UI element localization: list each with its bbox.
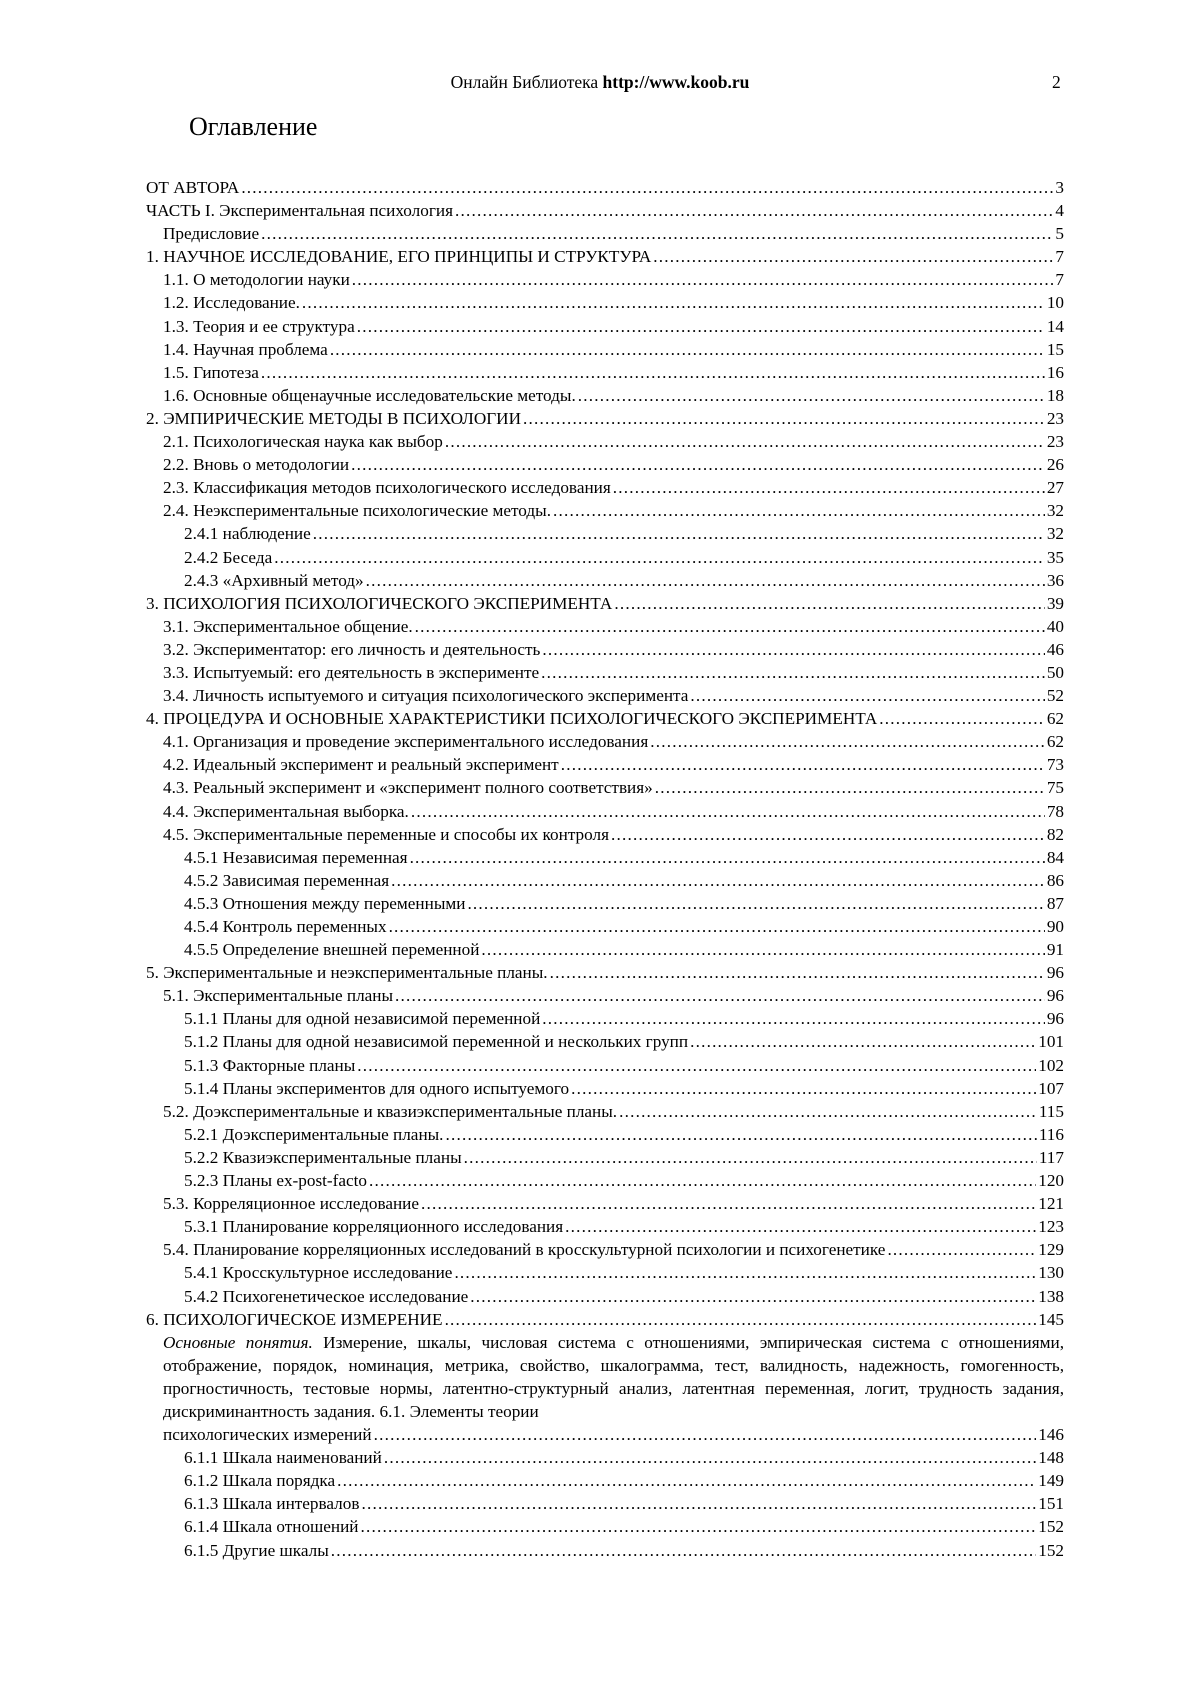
toc-entry-page: 75 xyxy=(1046,778,1064,798)
toc-entry-title: 4.4. Экспериментальная выборка. xyxy=(163,801,409,821)
toc-entry-page: 146 xyxy=(1038,1425,1064,1445)
toc-entry[interactable] xyxy=(146,1192,1064,1215)
toc-entry[interactable] xyxy=(146,684,1064,707)
toc-entry-page: 96 xyxy=(1046,986,1064,1006)
toc-leader-dots xyxy=(445,1123,1036,1146)
toc-entry-page: 117 xyxy=(1038,1147,1064,1167)
toc-entry[interactable] xyxy=(146,407,1064,430)
toc-entry[interactable] xyxy=(146,938,1064,961)
toc-entry[interactable] xyxy=(146,453,1064,476)
toc-leader-dots xyxy=(542,638,1044,661)
toc-leader-dots xyxy=(352,268,1054,291)
toc-leader-dots xyxy=(331,1539,1036,1562)
toc-entry-title: 2. ЭМПИРИЧЕСКИЕ МЕТОДЫ В ПСИХОЛОГИИ xyxy=(146,408,522,428)
toc-entry-title: 4.5.2 Зависимая переменная xyxy=(184,870,390,890)
toc-entry-page: 82 xyxy=(1046,824,1064,844)
toc-entry-title: 4.5.3 Отношения между переменными xyxy=(184,893,466,913)
toc-entry-title: 1.2. Исследование. xyxy=(163,293,300,313)
toc-leader-dots xyxy=(366,569,1045,592)
toc-entry-title: 5.4.1 Кросскультурное исследование xyxy=(184,1263,453,1283)
toc-entry-page: 7 xyxy=(1055,270,1064,290)
toc-entry-title: 1. НАУЧНОЕ ИССЛЕДОВАНИЕ, ЕГО ПРИНЦИПЫ И СТРУКТУРА xyxy=(146,247,652,267)
toc-leader-dots xyxy=(302,291,1045,314)
toc-entry-page: 7 xyxy=(1055,247,1064,267)
toc-entry-page: 46 xyxy=(1046,639,1064,659)
toc-entry-page: 148 xyxy=(1038,1448,1064,1468)
toc-entry-page: 149 xyxy=(1038,1471,1064,1491)
toc-entry[interactable] xyxy=(146,176,1064,199)
toc-entry[interactable] xyxy=(146,1169,1064,1192)
toc-entry[interactable] xyxy=(146,984,1064,1007)
toc-entry-page: 23 xyxy=(1046,408,1064,428)
toc-entry-title: 6.1.2 Шкала порядка xyxy=(184,1471,336,1491)
toc-entry[interactable] xyxy=(146,499,1064,522)
toc-entry-page: 91 xyxy=(1046,940,1064,960)
toc-entry[interactable] xyxy=(146,1492,1064,1515)
toc-leader-dots xyxy=(357,315,1045,338)
page-header xyxy=(0,72,1200,96)
toc-entry[interactable] xyxy=(146,245,1064,268)
toc-leader-dots xyxy=(690,684,1044,707)
toc-entry-title: 5.2.1 Доэкспериментальные планы. xyxy=(184,1124,444,1144)
toc-entry-page: 27 xyxy=(1046,478,1064,498)
toc-leader-dots xyxy=(357,1054,1036,1077)
toc-leader-dots xyxy=(410,846,1045,869)
toc-leader-dots xyxy=(389,915,1045,938)
toc-leader-dots xyxy=(361,1492,1036,1515)
toc-entry[interactable] xyxy=(146,823,1064,846)
toc-leader-dots xyxy=(481,938,1044,961)
toc-entry-page: 138 xyxy=(1038,1286,1064,1306)
toc-leader-dots xyxy=(445,430,1045,453)
toc-entry[interactable] xyxy=(146,1007,1064,1030)
toc-tail-entries xyxy=(146,1446,1064,1561)
toc-entry-title: 6.1.1 Шкала наименований xyxy=(184,1448,382,1468)
toc-leader-dots xyxy=(550,961,1045,984)
toc-entry[interactable] xyxy=(146,869,1064,892)
toc-entry-page: 36 xyxy=(1046,570,1064,590)
toc-entry-page: 87 xyxy=(1046,893,1064,913)
toc-leader-dots xyxy=(261,361,1045,384)
toc-entry-page: 39 xyxy=(1046,593,1064,613)
toc-entry[interactable] xyxy=(146,592,1064,615)
toc-leader-dots xyxy=(523,407,1045,430)
toc-entry-title: 4.2. Идеальный эксперимент и реальный эксперимент xyxy=(163,755,559,775)
toc-entry-title: 5.1.4 Планы экспериментов для одного испытуемого xyxy=(184,1078,570,1098)
toc-leader-dots xyxy=(653,245,1053,268)
toc-entry[interactable] xyxy=(146,1308,1064,1331)
toc-entry[interactable] xyxy=(146,846,1064,869)
toc-entry-title: 4.5. Экспериментальные переменные и способы их контроля xyxy=(163,824,609,844)
toc-entry[interactable] xyxy=(146,1423,1064,1446)
toc-entry-title: 2.1. Психологическая наука как выбор xyxy=(163,432,443,452)
toc-entry[interactable] xyxy=(146,638,1064,661)
toc-leader-dots xyxy=(553,499,1045,522)
toc-entry-page: 90 xyxy=(1046,917,1064,936)
toc-entry[interactable] xyxy=(146,384,1064,407)
toc-entry-page: 62 xyxy=(1046,732,1064,752)
toc-entry[interactable] xyxy=(146,1469,1064,1492)
toc-entry-title: 3.3. Испытуемый: его деятельность в эксперименте xyxy=(163,662,540,682)
toc-entry-title: 5.1.3 Факторные планы xyxy=(184,1055,356,1075)
toc-entry-title: 6.1.3 Шкала интервалов xyxy=(184,1494,360,1514)
toc-entry-page: 121 xyxy=(1038,1194,1064,1214)
toc-leader-dots xyxy=(351,453,1045,476)
toc-entry-title: 1.4. Научная проблема xyxy=(163,339,328,359)
library-label: Онлайн Библиотека xyxy=(450,72,599,92)
toc-entry[interactable] xyxy=(146,800,1064,823)
toc-entry[interactable] xyxy=(146,1285,1064,1308)
toc-leader-dots xyxy=(561,753,1045,776)
toc-entry-title: 5.1. Экспериментальные планы xyxy=(163,986,394,1006)
toc-entry-page: 102 xyxy=(1038,1055,1064,1075)
toc-leader-dots xyxy=(650,730,1045,753)
toc-entry-page: 62 xyxy=(1046,709,1064,729)
toc-entry-title: 6.1.5 Другие шкалы xyxy=(184,1540,329,1560)
toc-entry-page: 152 xyxy=(1038,1517,1064,1537)
toc-entry-title: 5.2. Доэкспериментальные и квазиэкспериментальные планы. xyxy=(163,1101,618,1121)
toc-leader-dots xyxy=(614,592,1044,615)
toc-entry[interactable] xyxy=(146,707,1064,730)
toc-entry[interactable] xyxy=(146,892,1064,915)
toc-entry-title: психологических измерений xyxy=(163,1425,372,1445)
toc-entry-title: 3.4. Личность испытуемого и ситуация психологического эксперимента xyxy=(163,686,689,706)
toc-leader-dots xyxy=(571,1077,1036,1100)
toc-entry-page: 78 xyxy=(1046,801,1064,821)
toc-leader-dots xyxy=(415,615,1045,638)
toc-leader-dots xyxy=(887,1238,1036,1261)
toc-entry[interactable] xyxy=(146,915,1064,938)
toc-entry[interactable] xyxy=(146,1261,1064,1284)
toc-entry-page: 10 xyxy=(1046,293,1064,313)
toc-entry[interactable] xyxy=(146,776,1064,799)
toc-entry-page: 18 xyxy=(1046,385,1064,405)
toc-leader-dots xyxy=(470,1285,1036,1308)
toc-entry-title: 5.2.2 Квазиэкспериментальные планы xyxy=(184,1147,462,1167)
toc-entry[interactable] xyxy=(146,661,1064,684)
toc-entry[interactable] xyxy=(146,1077,1064,1100)
toc-entry-page: 16 xyxy=(1046,362,1064,382)
toc-entry-title: 1.6. Основные общенаучные исследовательские методы. xyxy=(163,385,576,405)
toc-leader-dots xyxy=(391,869,1045,892)
toc-leader-dots xyxy=(619,1100,1037,1123)
toc-entry[interactable] xyxy=(146,1030,1064,1053)
toc-entry-title: 2.3. Классификация методов психологического исследования xyxy=(163,478,611,498)
toc-entry-page: 115 xyxy=(1038,1101,1064,1121)
toc-leader-dots xyxy=(369,1169,1036,1192)
toc-entry[interactable] xyxy=(146,268,1064,291)
toc-entry[interactable] xyxy=(146,315,1064,338)
toc-entry-title: 2.4. Неэкспериментальные психологические методы. xyxy=(163,501,551,521)
toc-leader-dots xyxy=(330,338,1045,361)
toc-entry-page: 151 xyxy=(1038,1494,1064,1514)
toc-entry[interactable] xyxy=(146,338,1064,361)
toc-entry-page: 86 xyxy=(1046,870,1064,890)
toc-entry-page: 96 xyxy=(1046,1009,1064,1029)
toc-entry-page: 5 xyxy=(1055,224,1064,244)
toc-leader-dots xyxy=(313,522,1045,545)
library-url[interactable]: http://www.koob.ru xyxy=(602,72,750,92)
toc-entry-title: ОТ АВТОРА xyxy=(146,178,240,197)
toc-entry-page: 130 xyxy=(1038,1263,1064,1283)
toc-entry-title: 5.1.1 Планы для одной независимой переменной xyxy=(184,1009,541,1029)
toc-leader-dots xyxy=(395,984,1045,1007)
toc-entry-title: Предисловие xyxy=(163,224,260,244)
toc-entry[interactable] xyxy=(146,1123,1064,1146)
toc-entry-title: 6. ПСИХОЛОГИЧЕСКОЕ ИЗМЕРЕНИЕ xyxy=(146,1309,443,1329)
toc-leader-dots xyxy=(361,1515,1037,1538)
toc-entry[interactable] xyxy=(146,476,1064,499)
toc-entry-title: 6.1.4 Шкала отношений xyxy=(184,1517,359,1537)
toc-entry-page: 129 xyxy=(1038,1240,1064,1260)
toc-main-entries xyxy=(146,176,1064,1331)
toc-entry-page: 15 xyxy=(1046,339,1064,359)
table-of-contents xyxy=(146,176,1064,1562)
toc-leader-dots xyxy=(261,222,1053,245)
toc-entry-title: 2.2. Вновь о методологии xyxy=(163,455,350,475)
toc-leader-dots xyxy=(879,707,1045,730)
toc-entry[interactable] xyxy=(146,753,1064,776)
toc-entry-page: 116 xyxy=(1038,1124,1064,1144)
toc-entry-page: 4 xyxy=(1055,201,1064,221)
toc-entry-page: 40 xyxy=(1046,616,1064,636)
toc-entry-title: 3.2. Экспериментатор: его личность и деятельность xyxy=(163,639,541,659)
toc-leader-dots xyxy=(467,892,1044,915)
toc-entry-title: 3.1. Экспериментальное общение. xyxy=(163,616,413,636)
concepts-paragraph xyxy=(146,1331,1064,1423)
toc-entry-title: 4.5.5 Определение внешней переменной xyxy=(184,940,480,960)
toc-leader-dots xyxy=(455,199,1053,222)
header-line xyxy=(0,72,1200,93)
toc-leader-dots xyxy=(655,776,1045,799)
toc-entry-title: 5.1.2 Планы для одной независимой переменной и нескольких групп xyxy=(184,1032,689,1052)
toc-entry[interactable] xyxy=(146,361,1064,384)
toc-entry-page: 23 xyxy=(1046,432,1064,452)
toc-entry-page: 107 xyxy=(1038,1078,1064,1098)
toc-leader-dots xyxy=(445,1308,1037,1331)
toc-entry-title: 1.1. О методологии науки xyxy=(163,270,350,290)
toc-leader-dots xyxy=(337,1469,1036,1492)
toc-entry[interactable] xyxy=(146,199,1064,222)
toc-entry-title: ЧАСТЬ I. Экспериментальная психология xyxy=(146,201,453,221)
toc-entry[interactable] xyxy=(146,1515,1064,1538)
toc-leader-dots xyxy=(241,176,1053,199)
concepts-label: Основные понятия. xyxy=(163,1332,313,1352)
toc-entry-title: 2.4.3 «Архивный метод» xyxy=(184,570,364,590)
toc-entry[interactable] xyxy=(146,1539,1064,1562)
toc-entry[interactable] xyxy=(146,522,1064,545)
toc-leader-dots xyxy=(411,800,1045,823)
toc-leader-dots xyxy=(464,1146,1037,1169)
toc-entry-title: 5. Экспериментальные и неэкспериментальные планы. xyxy=(146,963,548,983)
toc-entry-page: 32 xyxy=(1046,524,1064,544)
toc-entry-title: 4. ПРОЦЕДУРА И ОСНОВНЫЕ ХАРАКТЕРИСТИКИ ПСИХОЛОГИЧЕСКОГО ЭКСПЕРИМЕНТА xyxy=(146,709,878,729)
toc-entry[interactable] xyxy=(146,1446,1064,1469)
toc-entry-title: 5.3. Корреляционное исследование xyxy=(163,1194,420,1214)
toc-entry[interactable] xyxy=(146,730,1064,753)
toc-leader-dots xyxy=(611,823,1045,846)
toc-entry[interactable] xyxy=(146,546,1064,569)
toc-entry-page: 120 xyxy=(1038,1171,1064,1191)
toc-entry[interactable] xyxy=(146,291,1064,314)
toc-leader-dots xyxy=(578,384,1045,407)
toc-entry-page: 123 xyxy=(1038,1217,1064,1237)
toc-leader-dots xyxy=(454,1261,1036,1284)
toc-entry-page: 152 xyxy=(1038,1540,1064,1560)
toc-leader-dots xyxy=(421,1192,1036,1215)
toc-entry-page: 26 xyxy=(1046,455,1064,475)
toc-entry-page: 50 xyxy=(1046,662,1064,682)
toc-entry-page: 145 xyxy=(1038,1309,1064,1329)
toc-entry[interactable] xyxy=(146,1238,1064,1261)
toc-leader-dots xyxy=(565,1215,1036,1238)
toc-entry-page: 14 xyxy=(1046,316,1064,336)
toc-entry-page: 32 xyxy=(1046,501,1064,521)
toc-entry[interactable] xyxy=(146,569,1064,592)
page-number: 2 xyxy=(1052,72,1061,92)
toc-entry-title: 1.3. Теория и ее структура xyxy=(163,316,355,336)
toc-leader-dots xyxy=(374,1423,1037,1446)
toc-entry[interactable] xyxy=(146,222,1064,245)
toc-entry-page: 35 xyxy=(1046,547,1064,567)
toc-entry-page: 101 xyxy=(1038,1032,1064,1052)
toc-entry-title: 4.1. Организация и проведение экспериментального исследования xyxy=(163,732,649,752)
toc-entry-title: 2.4.2 Беседа xyxy=(184,547,273,567)
toc-entry-title: 5.3.1 Планирование корреляционного исследования xyxy=(184,1217,564,1237)
toc-entry[interactable] xyxy=(146,1054,1064,1077)
toc-entry-page: 96 xyxy=(1046,963,1064,983)
toc-entry-page: 3 xyxy=(1055,178,1064,197)
toc-entry-title: 5.4. Планирование корреляционных исследований в кросскультурной психологии и психогенетике xyxy=(163,1240,886,1260)
toc-entry[interactable] xyxy=(146,961,1064,984)
toc-leader-dots xyxy=(384,1446,1036,1469)
toc-entry[interactable] xyxy=(146,1100,1064,1123)
toc-entry-title: 4.3. Реальный эксперимент и «эксперимент полного соответствия» xyxy=(163,778,653,798)
toc-entry-title: 5.4.2 Психогенетическое исследование xyxy=(184,1286,469,1306)
toc-entry[interactable] xyxy=(146,1146,1064,1169)
toc-entry[interactable] xyxy=(146,430,1064,453)
toc-entry-title: 1.5. Гипотеза xyxy=(163,362,259,382)
toc-entry[interactable] xyxy=(146,615,1064,638)
toc-leader-dots xyxy=(690,1030,1036,1053)
toc-leader-dots xyxy=(274,546,1045,569)
toc-entry-page: 73 xyxy=(1046,755,1064,775)
toc-entry-page: 84 xyxy=(1046,847,1064,867)
toc-entry-title: 3. ПСИХОЛОГИЯ ПСИХОЛОГИЧЕСКОГО ЭКСПЕРИМЕНТА xyxy=(146,593,613,613)
toc-entry-title: 5.2.3 Планы ex-post-facto xyxy=(184,1171,368,1191)
toc-entry-title: 4.5.1 Независимая переменная xyxy=(184,847,408,867)
toc-entry-page: 52 xyxy=(1046,686,1064,706)
toc-entry[interactable] xyxy=(146,1215,1064,1238)
toc-leader-dots xyxy=(542,1007,1045,1030)
toc-heading: Оглавление xyxy=(189,112,318,141)
toc-entry-title: 2.4.1 наблюдение xyxy=(184,524,311,544)
concepts-text: Измерение, шкалы, числовая система с отношениями, эмпирическая система с отношениями, отображение, порядок, номинация, метрика, свойство, шкалограмма, тест, валидность, надежность, гомогенность, прогностичность, тестовые нормы, латентно-структурный анализ, латентная переменная, логит, трудность задания, дискриминантность задания. 6.1. Элементы теории xyxy=(163,1332,1064,1421)
toc-entry-title: 4.5.4 Контроль переменных xyxy=(184,917,387,936)
toc-leader-dots xyxy=(541,661,1045,684)
toc-leader-dots xyxy=(613,476,1045,499)
